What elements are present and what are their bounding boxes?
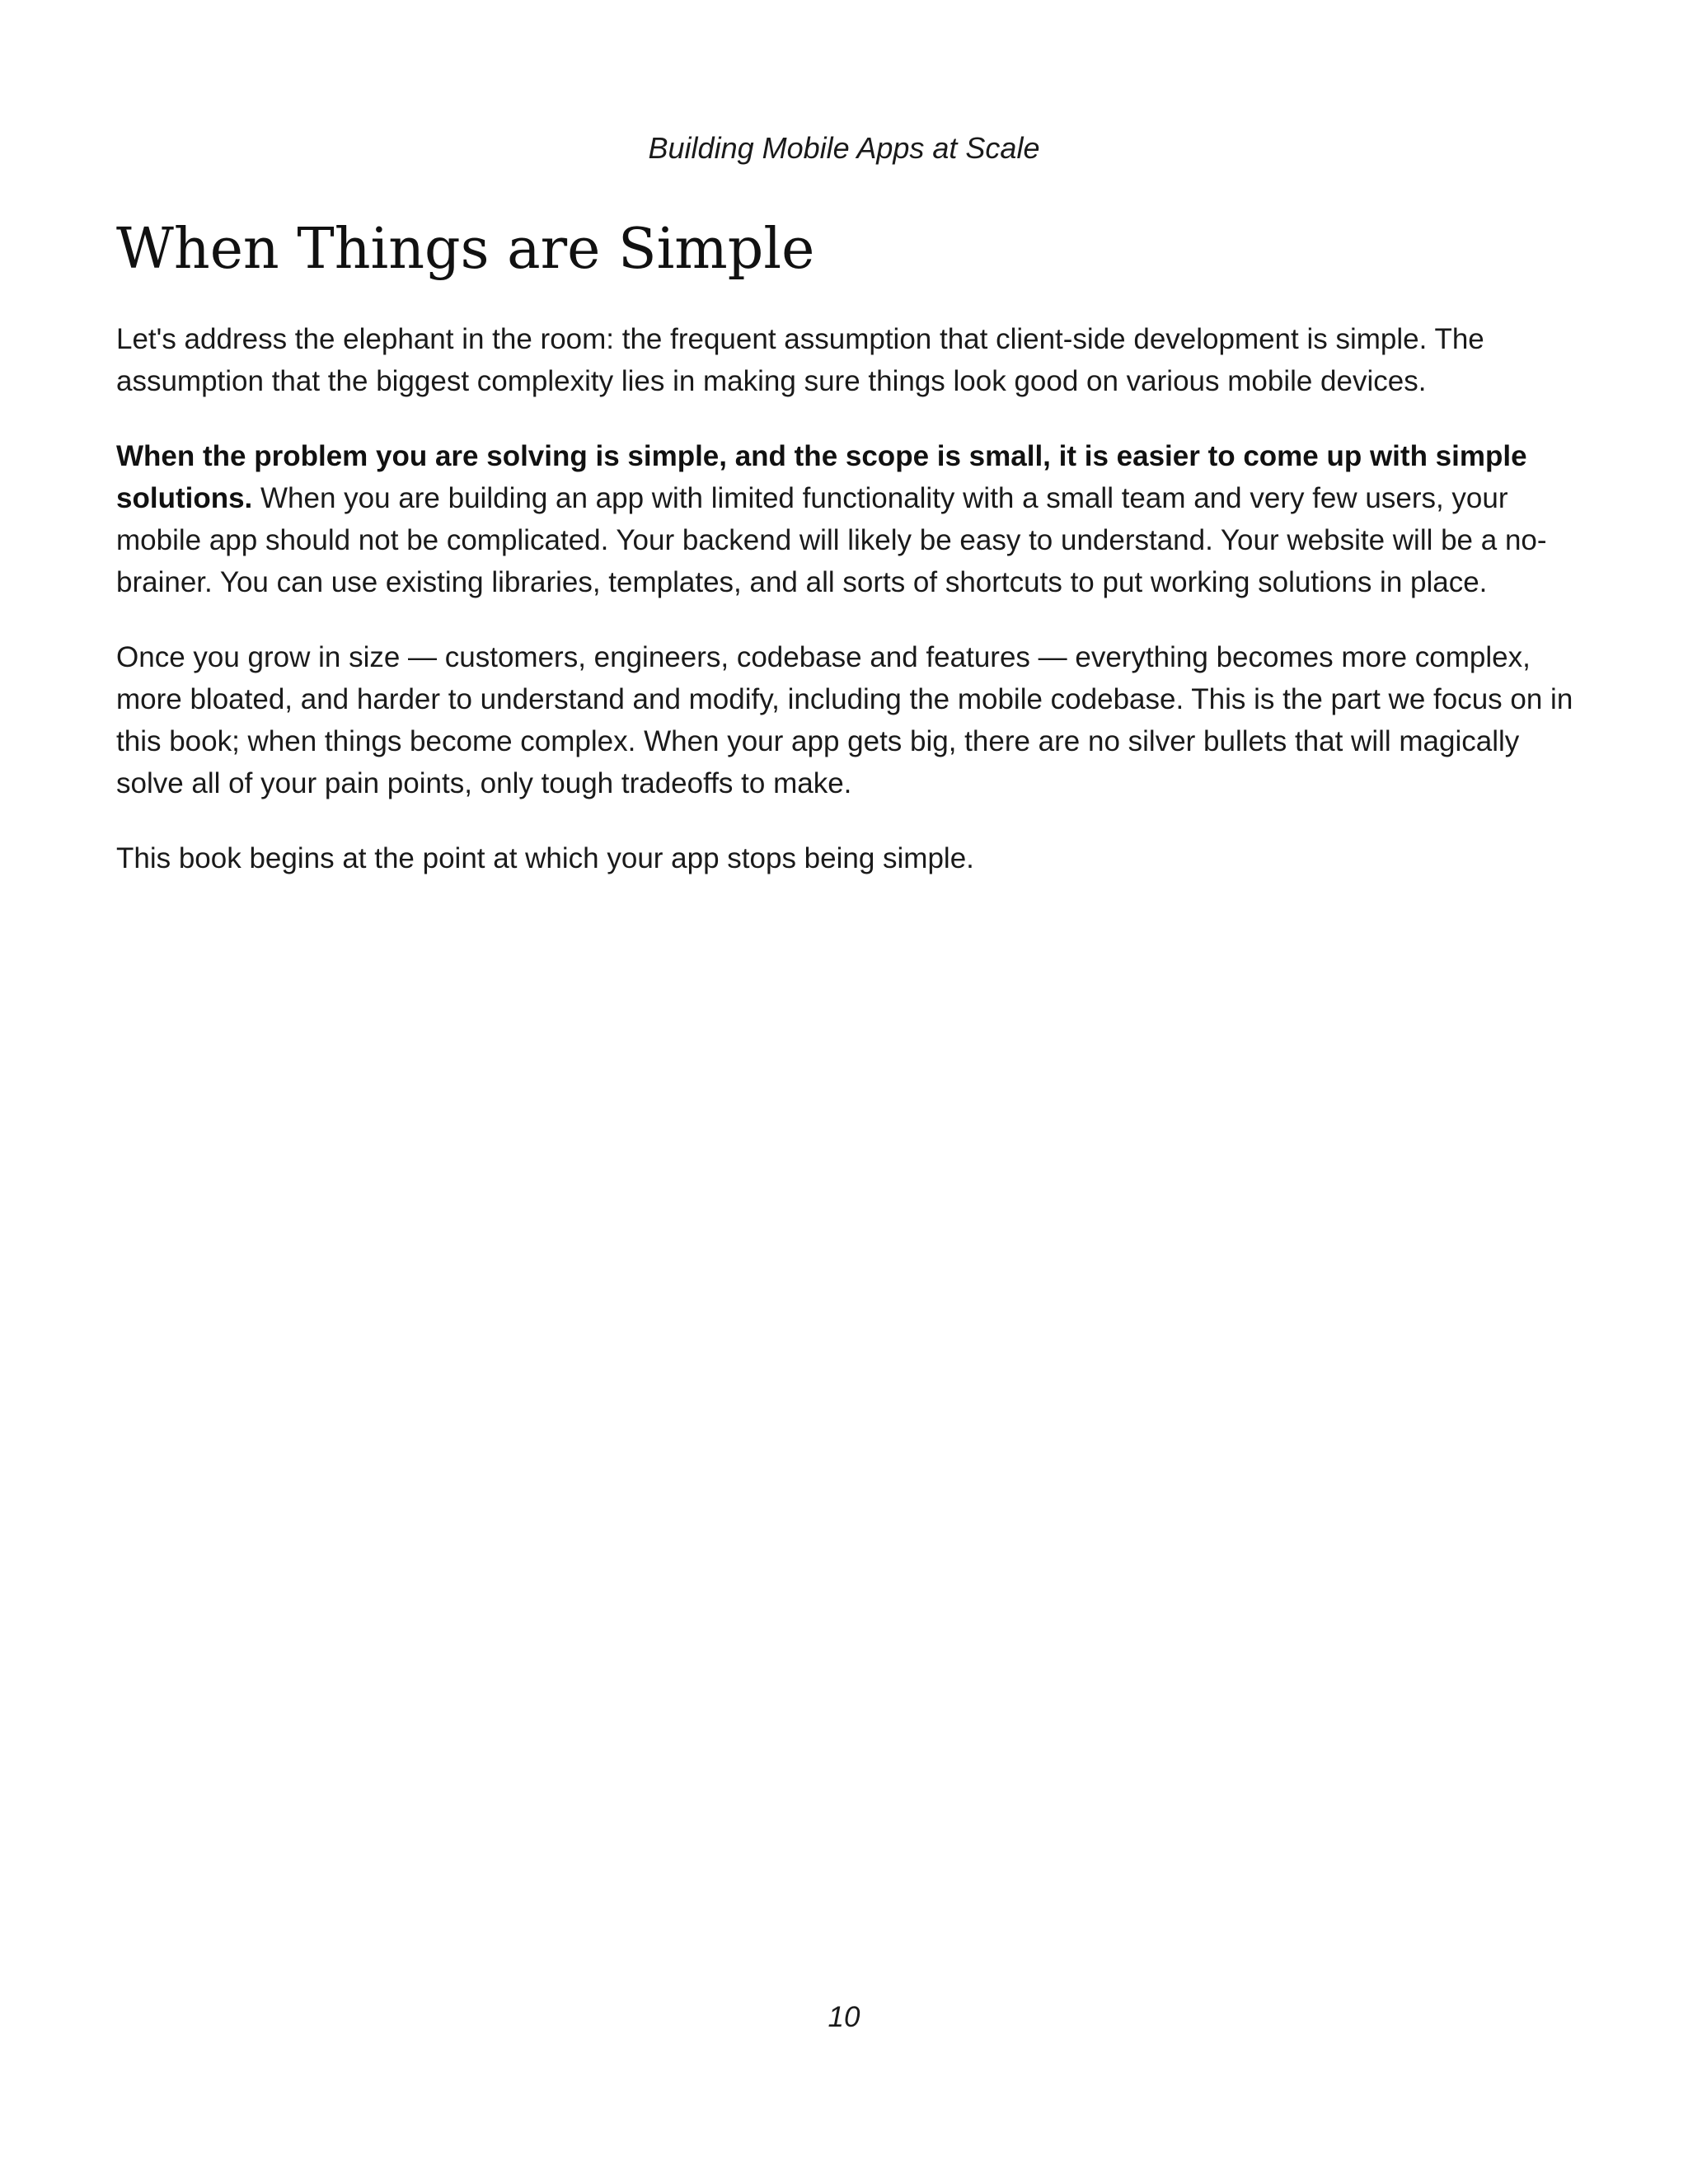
chapter-title: When Things are Simple [116, 217, 815, 282]
body-text [116, 318, 1575, 912]
paragraph-3: Once you grow in size — customers, engineers, codebase and features — everything becomes more complex, more bloated, and harder to understand and modify, including the mobile codebase. This is the part we focus on in this book; when things become complex. When your app gets big, there are no silver bullets that will magically solve all of your pain points, only tough tradeoffs to make. [116, 641, 1573, 799]
paragraph-2 [116, 435, 1575, 603]
paragraph-2-bold-lead: When the problem you are solving is simple, and the scope is small, it is easier to come up with simple solutions. [116, 440, 1527, 514]
paragraph-1: Let's address the elephant in the room: the frequent assumption that client-side development is simple. The assumption that the biggest complexity lies in making sure things look good on various mobile devices. [116, 323, 1484, 397]
running-header: Building Mobile Apps at Scale [648, 131, 1040, 165]
paragraph-2-text: When you are building an app with limited functionality with a small team and very few users, your mobile app should not be complicated. Your backend will likely be easy to understand. Your website will be a no-brainer. You can use existing libraries, templates, and all sorts of shortcuts to put working solutions in place. [116, 482, 1547, 598]
paragraph-4: This book begins at the point at which your app stops being simple. [116, 842, 974, 874]
page-number: 10 [828, 2001, 860, 2033]
